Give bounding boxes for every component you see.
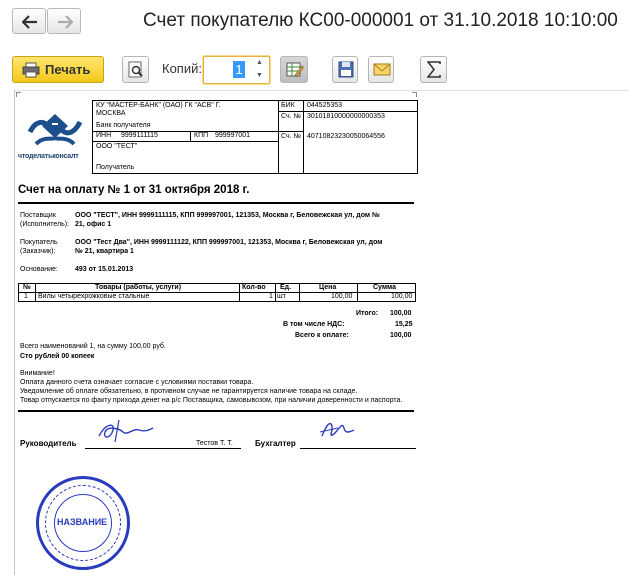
save-button[interactable]: [332, 56, 358, 83]
preview-button[interactable]: [122, 56, 149, 83]
recipient-label: Получатель: [96, 164, 135, 171]
summary-words: Сто рублей 00 копеек: [20, 353, 95, 360]
buyer-label-2: (Заказчик):: [20, 248, 56, 255]
logo-text: чтоделатьконсалт: [18, 153, 79, 160]
arrow-right-icon: [57, 15, 73, 29]
buyer-details-2: № 21, квартира 1: [75, 248, 134, 255]
total-label: Итого:: [356, 310, 379, 317]
accountant-signature-icon: [318, 416, 358, 442]
send-email-button[interactable]: [368, 56, 394, 83]
row-price: 100,00: [331, 293, 353, 300]
printer-icon: [22, 62, 40, 78]
page-corner-marker: [16, 92, 21, 97]
spin-down-icon[interactable]: ▼: [256, 72, 263, 79]
col-header-price: Цена: [319, 284, 337, 291]
recipient-name: ООО "ТЕСТ": [96, 143, 138, 150]
inn-label: ИНН: [96, 132, 112, 139]
buyer-details: ООО "Тест Два", ИНН 9999111122, КПП 999997001, 121353, Москва г, Беловежская ул, дом: [75, 239, 383, 246]
pay-value: 100,00: [390, 332, 412, 339]
stamp-text: НАЗВАНИЕ: [57, 517, 108, 527]
print-label: Печать: [45, 62, 91, 77]
basis-value: 493 от 15.01.2013: [75, 266, 134, 273]
corr-account-value: 30101810000000000353: [307, 113, 385, 120]
bik-value: 044525353: [307, 102, 343, 109]
corr-account-label: Сч. №: [281, 113, 302, 120]
note-line: Уведомление об оплате обязательно, в противном случае не гарантируется наличие товара на складе.: [20, 388, 358, 395]
bik-label: БИК: [281, 102, 295, 109]
supplier-details: ООО "ТЕСТ", ИНН 9999111115, КПП 999997001, 121353, Москва г, Беловежская ул, дом №: [75, 212, 380, 219]
col-header-goods: Товары (работы, услуги): [95, 284, 182, 291]
envelope-icon: [373, 63, 391, 76]
supplier-label-2: (Исполнитель):: [20, 221, 70, 228]
print-button[interactable]: [12, 56, 104, 83]
account-label: Сч. №: [281, 133, 302, 140]
copies-label: Копий:: [162, 61, 202, 76]
vat-value: 15,25: [395, 321, 413, 328]
row-sum: 100,00: [391, 293, 413, 300]
kpp-value: 999997001: [215, 132, 251, 139]
note-line: Оплата данного счета означает согласие с условиями поставки товара.: [20, 379, 254, 386]
bank-name: КУ "МАСТЕР-БАНК" (ОАО) ГК "АСВ" Г.: [96, 102, 221, 109]
accountant-label: Бухгалтер: [255, 439, 296, 448]
notes-underline: [18, 410, 414, 412]
total-value: 100,00: [390, 310, 412, 317]
document-top-border: [14, 90, 629, 91]
invoice-title: Счет на оплату № 1 от 31 октября 2018 г.: [18, 184, 250, 196]
director-label: Руководитель: [20, 439, 77, 448]
sum-button[interactable]: [420, 56, 447, 83]
col-header-unit: Ед.: [280, 284, 292, 291]
director-signature-icon: [95, 418, 155, 444]
forward-button[interactable]: [47, 8, 81, 34]
page-corner-marker: [412, 92, 417, 97]
copies-value[interactable]: 1: [233, 61, 245, 78]
note-line: Внимание!: [20, 370, 55, 377]
col-header-qty: Кол-во: [242, 284, 266, 291]
col-header-number: №: [23, 284, 31, 291]
edit-table-icon: [286, 61, 304, 79]
supplier-details-2: 21, офис 1: [75, 221, 112, 228]
goods-table: [18, 283, 416, 302]
bank-recipient-label: Банк получателя: [96, 122, 151, 129]
spin-up-icon[interactable]: ▲: [256, 59, 263, 66]
vat-label: В том числе НДС:: [283, 321, 345, 328]
row-unit: шт: [277, 293, 286, 300]
note-line: Товар отпускается по факту прихода денег на р/с Поставщика, самовывозом, при наличии доверенности и паспорта.: [20, 397, 403, 404]
inn-value: 9999111115: [121, 132, 158, 139]
buyer-label: Покупатель: [20, 239, 58, 246]
title-underline: [18, 202, 414, 204]
bank-details-table: [92, 100, 418, 174]
arrow-left-icon: [22, 15, 38, 29]
row-goods: Вилы четырехрожковые стальные: [38, 293, 150, 300]
row-qty: 1: [269, 293, 273, 300]
row-number: 1: [24, 293, 28, 300]
col-header-sum: Сумма: [373, 284, 397, 291]
company-stamp: [36, 476, 130, 570]
bank-city: МОСКВА: [96, 110, 126, 117]
supplier-label: Поставщик: [20, 212, 56, 219]
account-value: 40710823230050064556: [307, 133, 385, 140]
basis-label: Основание:: [20, 266, 58, 273]
pay-label: Всего к оплате:: [295, 332, 349, 339]
director-sign-line: [85, 448, 241, 449]
document-left-border: [14, 90, 15, 575]
company-logo-icon: [22, 112, 88, 152]
floppy-disk-icon: [338, 61, 354, 78]
back-button[interactable]: [12, 8, 46, 34]
summary-line: Всего наименований 1, на сумму 100,00 руб.: [20, 343, 166, 350]
edit-mode-button[interactable]: [280, 56, 308, 83]
accountant-sign-line: [300, 448, 416, 449]
director-name: Тестов Т. Т.: [196, 440, 233, 447]
kpp-label: КПП: [194, 132, 209, 139]
sigma-icon: [427, 61, 441, 78]
window-title: Счет покупателю КС00-000001 от 31.10.2018 10:10:00: [143, 10, 618, 31]
print-preview-icon: [128, 61, 145, 79]
